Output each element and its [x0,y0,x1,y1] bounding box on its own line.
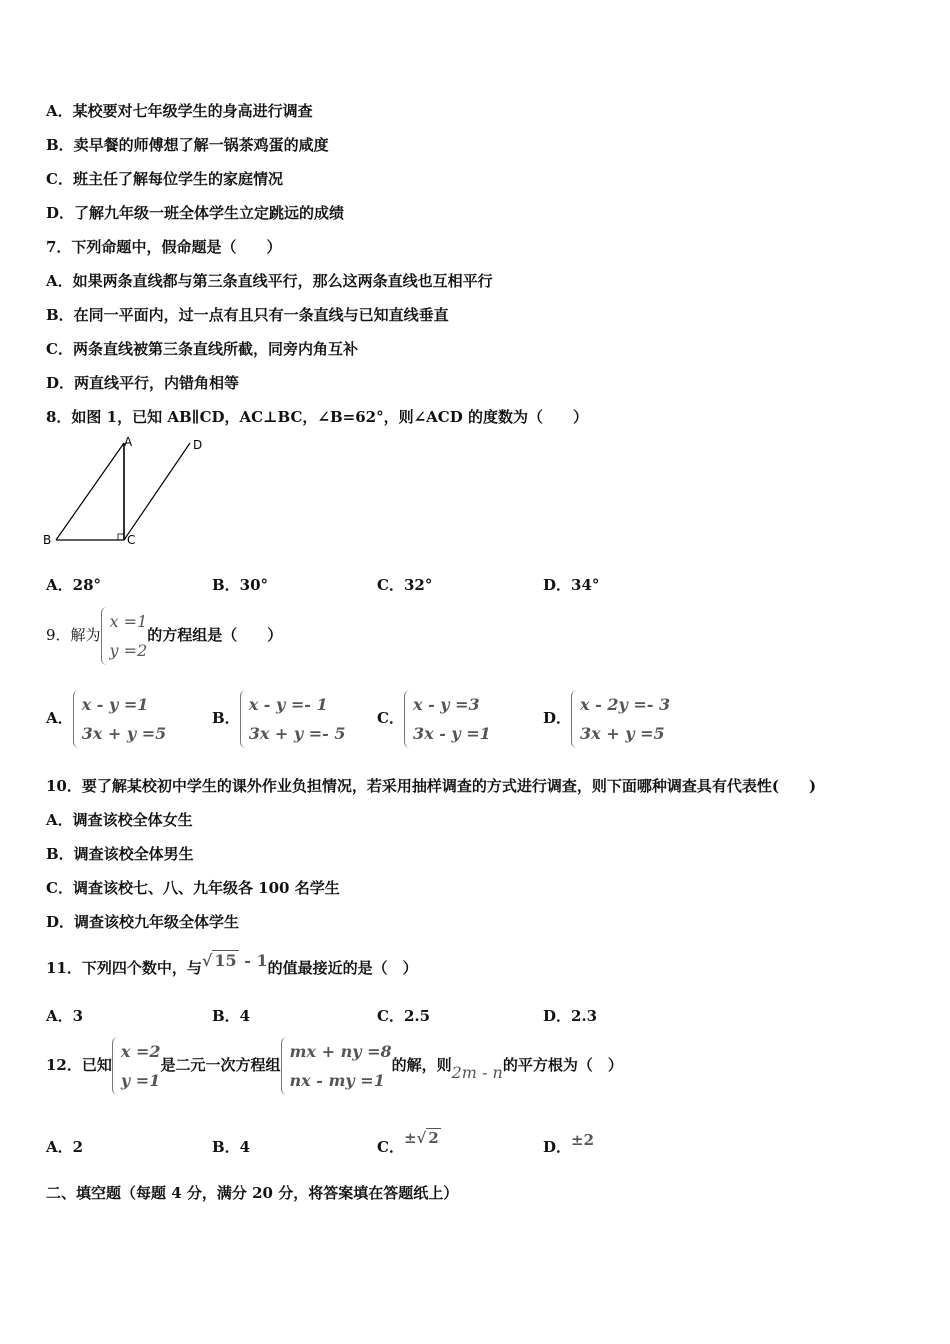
q10-option-c: C．调查该校七、八、九年级各 100 名学生 [46,879,340,897]
q7-option-a: A．如果两条直线都与第三条直线平行，那么这两条直线也互相平行 [46,272,493,290]
q7-option-d: D．两直线平行，内错角相等 [46,374,240,392]
label-a: A [124,435,133,449]
q9-a-row2: 3x + y =5 [81,724,167,743]
q9-c-row2: 3x - y =1 [412,724,491,743]
q8-figure [40,434,215,549]
sqrt-icon: √ [201,951,213,970]
q12-sol-row2: y =1 [120,1071,161,1090]
section2-title: 二、填空题（每题 4 分，满分 20 分，将答案填在答题纸上） [46,1184,459,1202]
q12-sol-row1: x =2 [120,1042,161,1061]
q9-c-row1: x - y =3 [412,695,480,714]
q12-sys-row1: mx + ny =8 [289,1042,392,1061]
q9-option-b [212,690,346,748]
q9-stem [46,606,282,665]
q12-suffix: 的平方根为（ ） [502,1056,623,1074]
q9-a-label: A． [46,709,73,727]
q12-mid2: 的解，则 [391,1056,452,1074]
q9-option-d [543,690,670,748]
q6-option-d: D．了解九年级一班全体学生立定跳远的成绩 [46,204,345,222]
q9-a-row1: x - y =1 [81,695,149,714]
q8-option-a: A．28° [46,576,102,594]
q11-minus: - 1 [238,951,268,970]
segment-ab [56,443,124,540]
q12-c-radicand: 2 [428,1129,439,1147]
q12-expression: 2m - n [451,1063,503,1082]
q9-sol-row1: x =1 [109,612,148,631]
q12-c-sign: ± [403,1129,417,1147]
q12-d-value: ±2 [571,1131,595,1149]
q9-option-c [377,690,491,748]
q12-d-label: D． [543,1138,572,1156]
q9-c-label: C． [377,709,404,727]
label-d: D [193,438,203,452]
q10-stem: 10．要了解某校初中学生的课外作业负担情况，若采用抽样调查的方式进行调查，则下面哪种调查具有代表性( ) [46,777,817,795]
q9-d-row2: 3x + y =5 [580,724,665,743]
segment-cd [124,443,190,540]
q11-sqrt-expression [202,947,268,975]
q11-prefix: 11．下列四个数中，与 [46,959,202,977]
q10-option-a: A．调查该校全体女生 [46,811,193,829]
q7-option-c: C．两条直线被第三条直线所截，同旁内角互补 [46,340,358,358]
q8-option-c: C．32° [377,576,433,594]
label-b: B [43,533,52,547]
q6-option-a: A．某校要对七年级学生的身高进行调查 [46,102,313,120]
q11-option-b: B．4 [212,1007,251,1025]
q12-stem [46,1036,623,1095]
q12-solution-system [112,1037,161,1095]
sqrt-icon: √ [416,1129,427,1147]
q9-sol-row2: y =2 [109,641,148,660]
q11-option-a: A．3 [46,1007,84,1025]
q12-sys-row2: nx - my =1 [289,1071,385,1090]
q6-option-b: B．卖早餐的师傅想了解一锅茶鸡蛋的咸度 [46,136,329,154]
q9-b-row2: 3x + y =- 5 [248,724,346,743]
q9-b-row1: x - y =- 1 [248,695,328,714]
q12-mid: 是二元一次方程组 [160,1056,281,1074]
q8-option-d: D．34° [543,576,600,594]
q7-stem: 7．下列命题中，假命题是（ ） [46,238,282,256]
q11-option-c: C．2.5 [377,1007,431,1025]
right-angle-mark [118,534,124,540]
q7-option-b: B．在同一平面内，过一点有且只有一条直线与已知直线垂直 [46,306,449,324]
q12-option-b: B．4 [212,1138,251,1156]
q6-option-c: C．班主任了解每位学生的家庭情况 [46,170,283,188]
q11-radicand: 15 [214,951,237,970]
q10-option-b: B．调查该校全体男生 [46,845,194,863]
label-c: C [127,533,136,547]
q9-d-label: D． [543,709,572,727]
q9-suffix: 的方程组是（ ） [147,626,283,644]
q9-b-label: B． [212,709,240,727]
q8-option-b: B．30° [212,576,269,594]
q12-option-a: A．2 [46,1138,84,1156]
q11-stem [46,951,418,983]
q12-option-c [377,1129,441,1158]
q12-option-d [543,1131,595,1158]
q11-option-d: D．2.3 [543,1007,598,1025]
q10-option-d: D．调查该校九年级全体学生 [46,913,240,931]
q9-solution-system [101,607,148,665]
q9-d-row1: x - 2y =- 3 [580,695,671,714]
q12-c-value [404,1128,441,1148]
q12-prefix: 12．已知 [46,1056,112,1074]
q8-stem: 8．如图 1，已知 AB∥CD，AC⊥BC，∠B=62°，则∠ACD 的度数为（ ） [46,408,588,426]
q12-c-label: C． [377,1138,404,1156]
q11-suffix: 的值最接近的是（ ） [267,959,418,977]
q9-option-a [46,690,166,748]
q12-equation-system [281,1037,392,1095]
q9-prefix: 9．解为 [46,626,101,644]
